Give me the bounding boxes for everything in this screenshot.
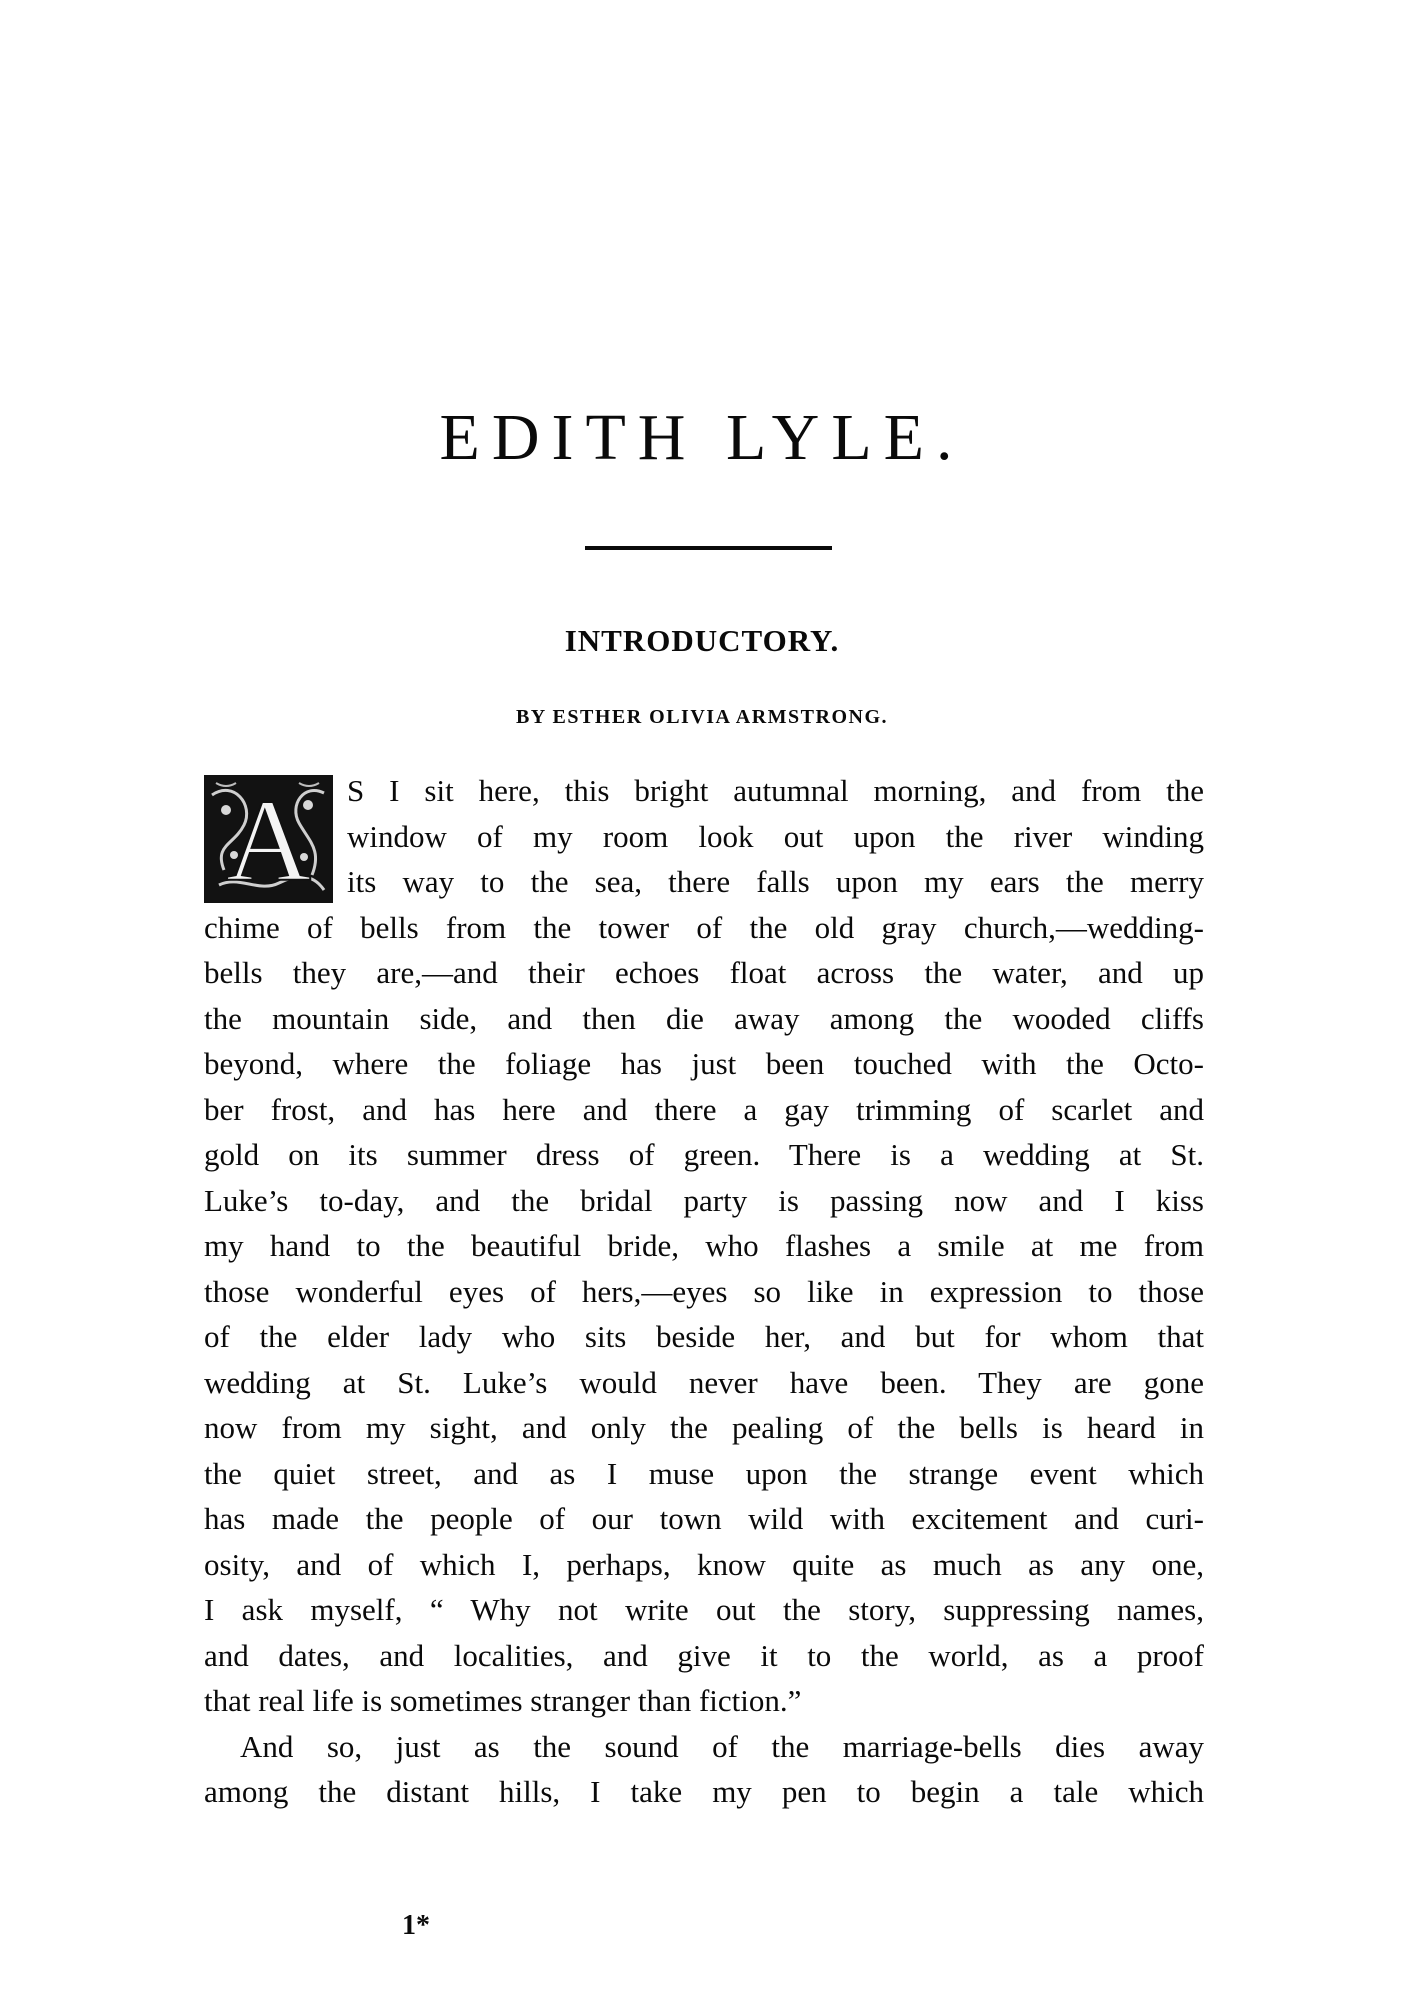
body-text — [204, 768, 1204, 1815]
author-byline: BY ESTHER OLIVIA ARMSTRONG. — [515, 706, 889, 728]
page-signature-mark: 1* — [402, 1910, 430, 1941]
text-line: gold on its summer dress of green. There is a wedding at St. — [204, 1137, 1204, 1172]
text-line: I ask myself, “ Why not write out the story, suppressing names, — [204, 1592, 1204, 1627]
text-line: osity, and of which I, perhaps, know quite as much as any one, — [204, 1546, 1204, 1582]
text-line: the quiet street, and as I muse upon the strange event which — [204, 1455, 1204, 1491]
text-line: has made the people of our town wild with excitement and curi- — [204, 1501, 1204, 1536]
ornamental-drop-cap — [204, 775, 333, 903]
text-line: the mountain side, and then die away among the wooded cliffs — [204, 1000, 1204, 1036]
text-line: Luke’s to-day, and the bridal party is passing now and I kiss — [204, 1182, 1204, 1218]
text-line: S I sit here, this bright autumnal morning, and from the — [347, 773, 1204, 808]
text-line: among the distant hills, I take my pen to begin a tale which — [204, 1774, 1204, 1809]
text-line: of the elder lady who sits beside her, and but for whom that — [204, 1319, 1204, 1354]
text-line: beyond, where the foliage has just been touched with the Octo- — [204, 1046, 1204, 1081]
book-title: EDITH LYLE. — [439, 401, 965, 474]
drop-cap-letter: A — [225, 775, 312, 903]
text-line: window of my room look out upon the river winding — [347, 818, 1204, 854]
title-rule — [585, 546, 832, 550]
text-line: chime of bells from the tower of the old gray church,—wedding- — [204, 909, 1204, 945]
text-line: ber frost, and has here and there a gay trimming of scarlet and — [204, 1091, 1204, 1127]
text-line: And so, just as the sound of the marriage-bells dies away — [240, 1728, 1204, 1764]
text-line: and dates, and localities, and give it to the world, as a proof — [204, 1637, 1204, 1673]
chapter-heading: INTRODUCTORY. — [564, 623, 840, 658]
text-line: now from my sight, and only the pealing of the bells is heard in — [204, 1410, 1204, 1445]
text-line: those wonderful eyes of hers,—eyes so like in expression to those — [204, 1273, 1204, 1309]
text-line: my hand to the beautiful bride, who flashes a smile at me from — [204, 1228, 1204, 1263]
text-line: bells they are,—and their echoes float across the water, and up — [204, 955, 1204, 990]
text-line: wedding at St. Luke’s would never have been. They are gone — [204, 1364, 1204, 1400]
text-line: that real life is sometimes stranger than fiction.” — [204, 1683, 802, 1718]
text-line: its way to the sea, there falls upon my ears the merry — [347, 864, 1204, 899]
